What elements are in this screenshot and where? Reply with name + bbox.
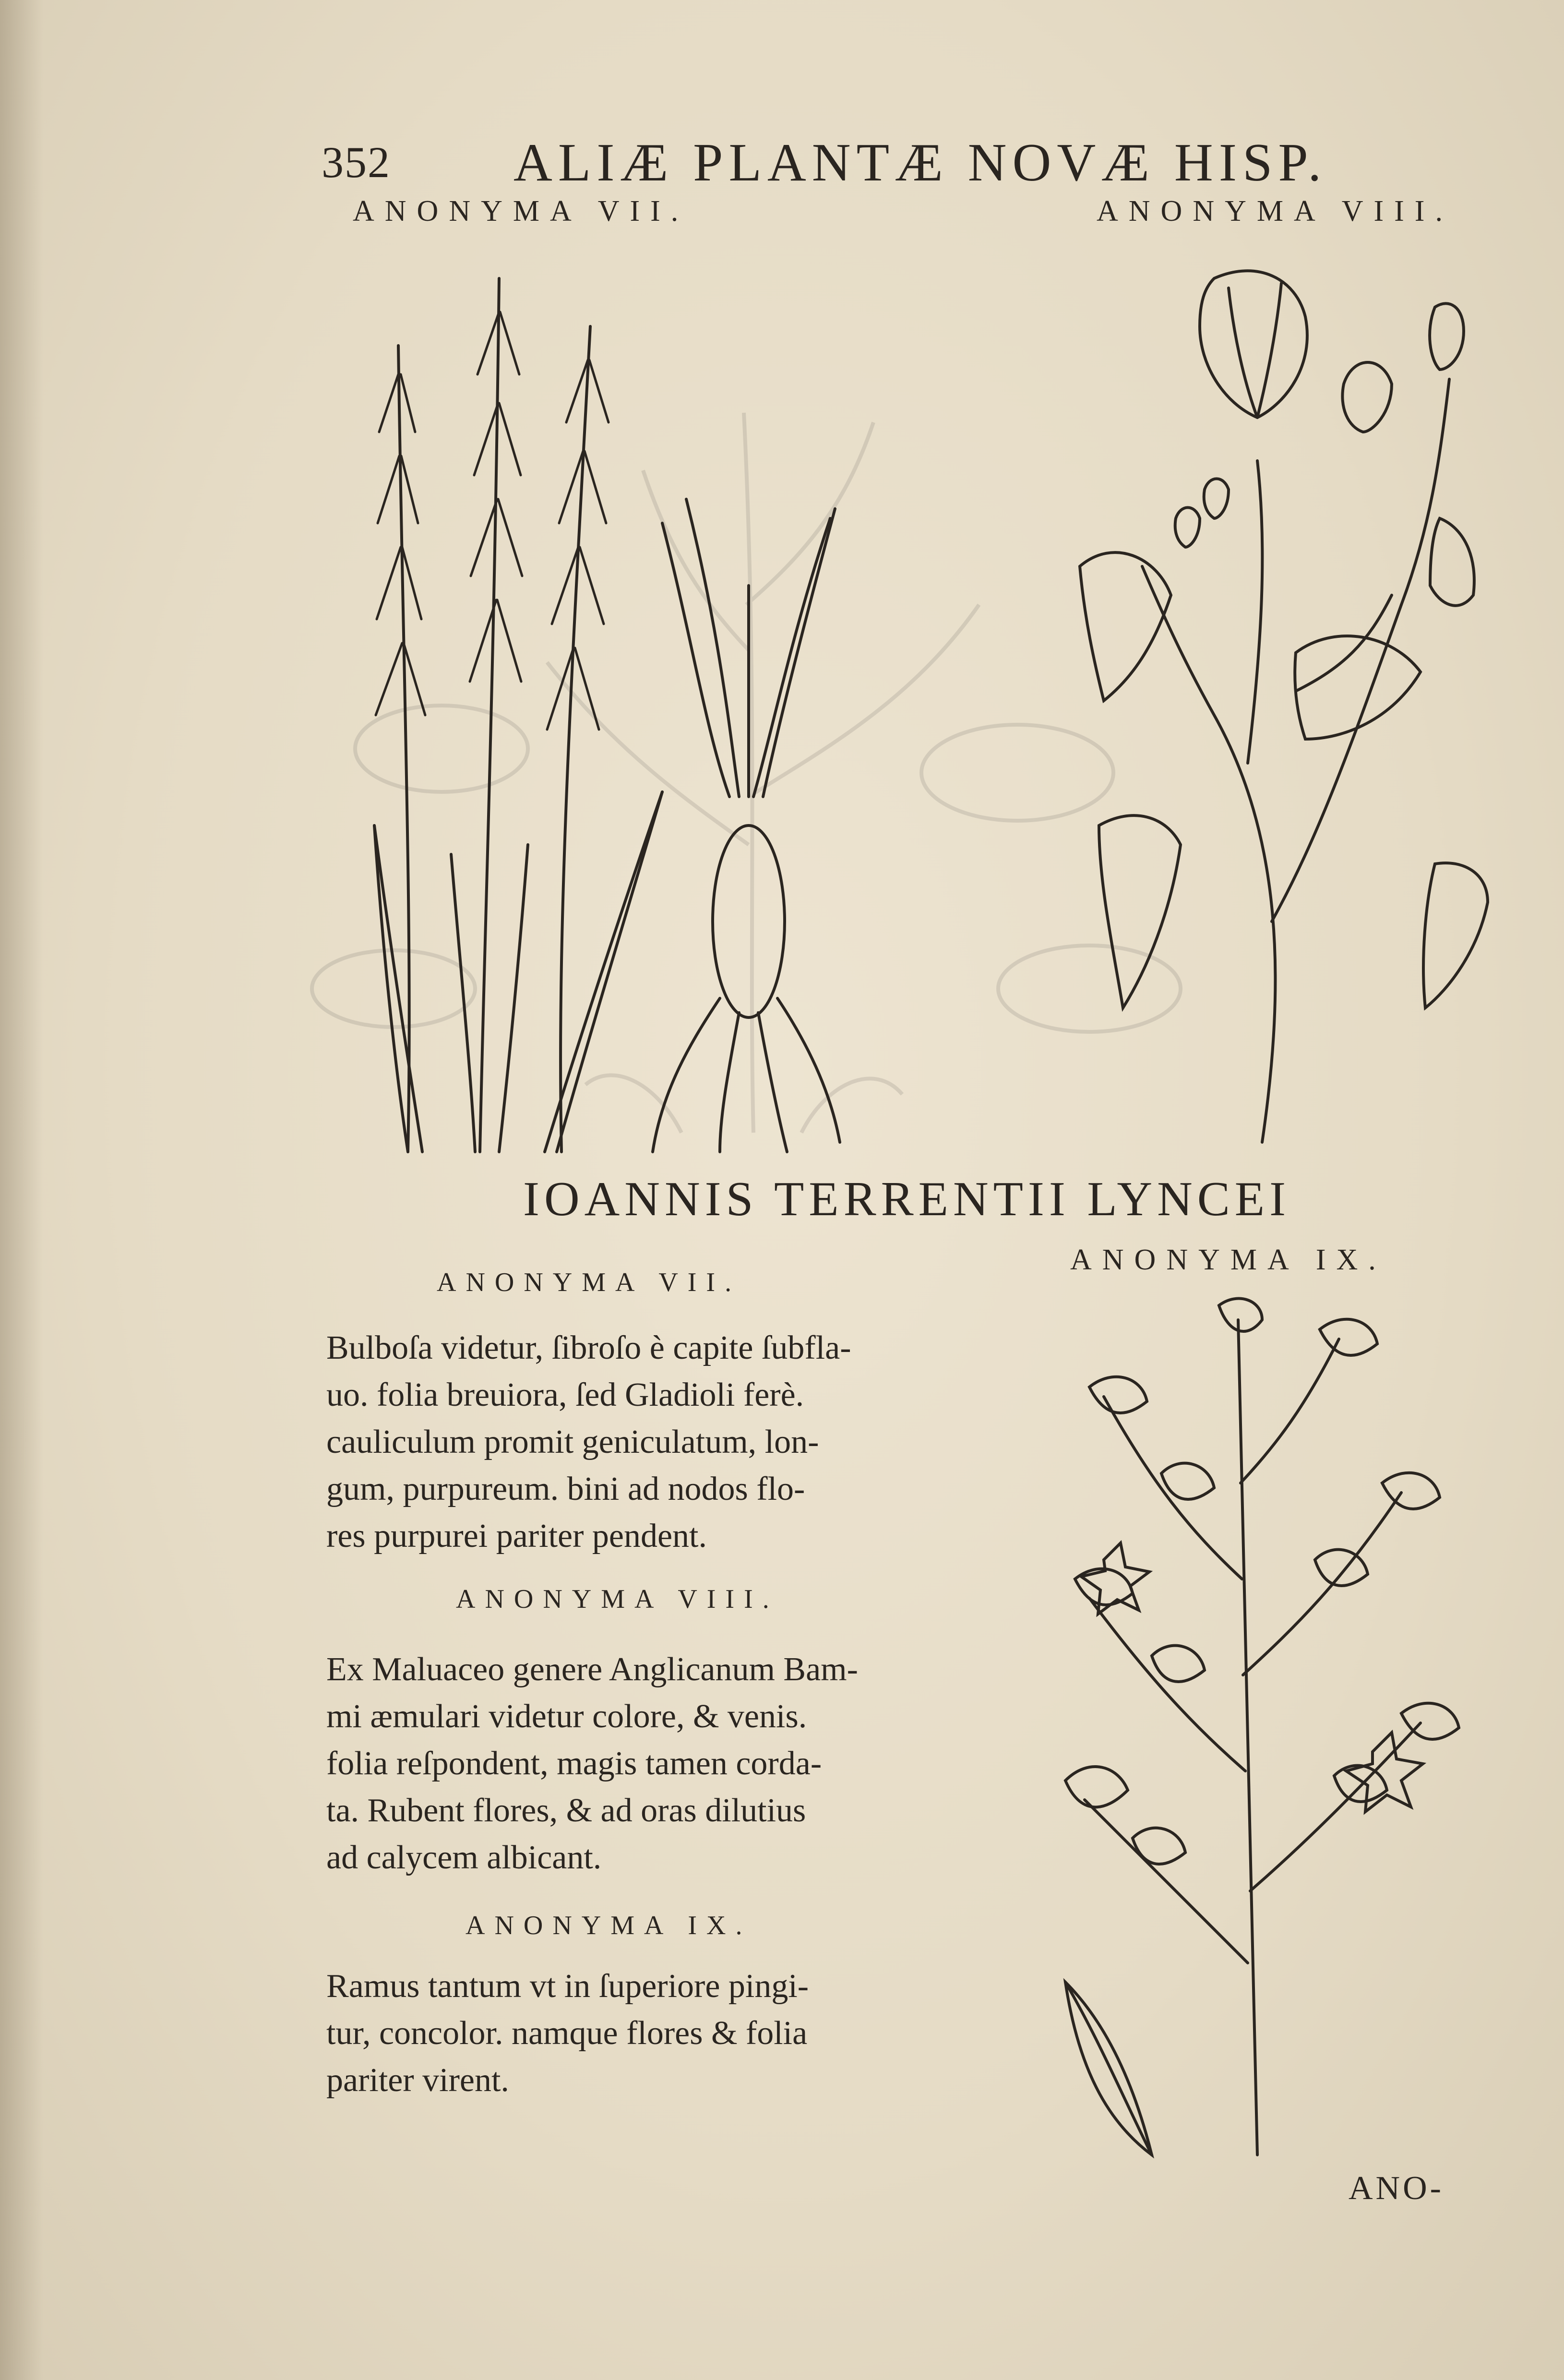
entry-vii-line-3: cauliculum promit geniculatum, lon-: [326, 1423, 819, 1460]
entry-viii-line-1: Ex Maluaceo genere Anglicanum Bam-: [326, 1651, 858, 1688]
entry-heading-vii: ANONYMA VII.: [437, 1268, 741, 1297]
entry-ix-line-1: Ramus tantum vt in ſuperiore pingi-: [326, 1968, 809, 2005]
bulb-plant-woodcut: [355, 250, 854, 1171]
catchword: ANO-: [1349, 2170, 1444, 2207]
plate-label-vii: ANONYMA VII.: [353, 195, 689, 227]
section-heading: IOANNIS TERRENTII LYNCEI: [523, 1172, 1291, 1226]
mallow-plant-woodcut: [1056, 259, 1507, 1161]
entry-vii-line-2: uo. folia breuiora, ſed Gladioli ferè.: [326, 1376, 804, 1413]
running-title: ALIÆ PLANTÆ NOVÆ HISP.: [513, 133, 1327, 192]
entry-viii-line-2: mi æmulari videtur colore, & venis.: [326, 1698, 807, 1735]
entry-text-vii: [326, 1325, 960, 1560]
entry-vii-line-5: res purpurei pariter pendent.: [326, 1518, 707, 1555]
leafy-branch-woodcut: [1008, 1291, 1488, 2184]
plate-label-viii: ANONYMA VIII.: [1097, 195, 1453, 227]
entry-vii-line-4: gum, purpureum. bini ad nodos flo-: [326, 1471, 805, 1507]
page-number: 352: [322, 138, 391, 187]
plate-label-ix: ANONYMA IX.: [1070, 1244, 1386, 1276]
gutter-shadow: [0, 0, 43, 2380]
entry-heading-ix: ANONYMA IX.: [466, 1911, 752, 1940]
entry-heading-viii: ANONYMA VIII.: [456, 1584, 779, 1614]
entry-viii-line-3: folia reſpondent, magis tamen corda-: [326, 1745, 822, 1782]
entry-ix-line-2: tur, concolor. namque flores & folia: [326, 2015, 808, 2052]
entry-text-ix: [326, 1963, 960, 2104]
entry-text-viii: [326, 1646, 960, 1881]
entry-viii-line-5: ad calycem albicant.: [326, 1839, 602, 1876]
entry-viii-line-4: ta. Rubent flores, & ad oras dilutius: [326, 1792, 806, 1829]
entry-ix-line-3: pariter virent.: [326, 2062, 509, 2099]
running-head: [322, 132, 1353, 194]
entry-vii-line-1: Bulboſa videtur, ſibroſo è capite ſubfla-: [326, 1329, 851, 1366]
